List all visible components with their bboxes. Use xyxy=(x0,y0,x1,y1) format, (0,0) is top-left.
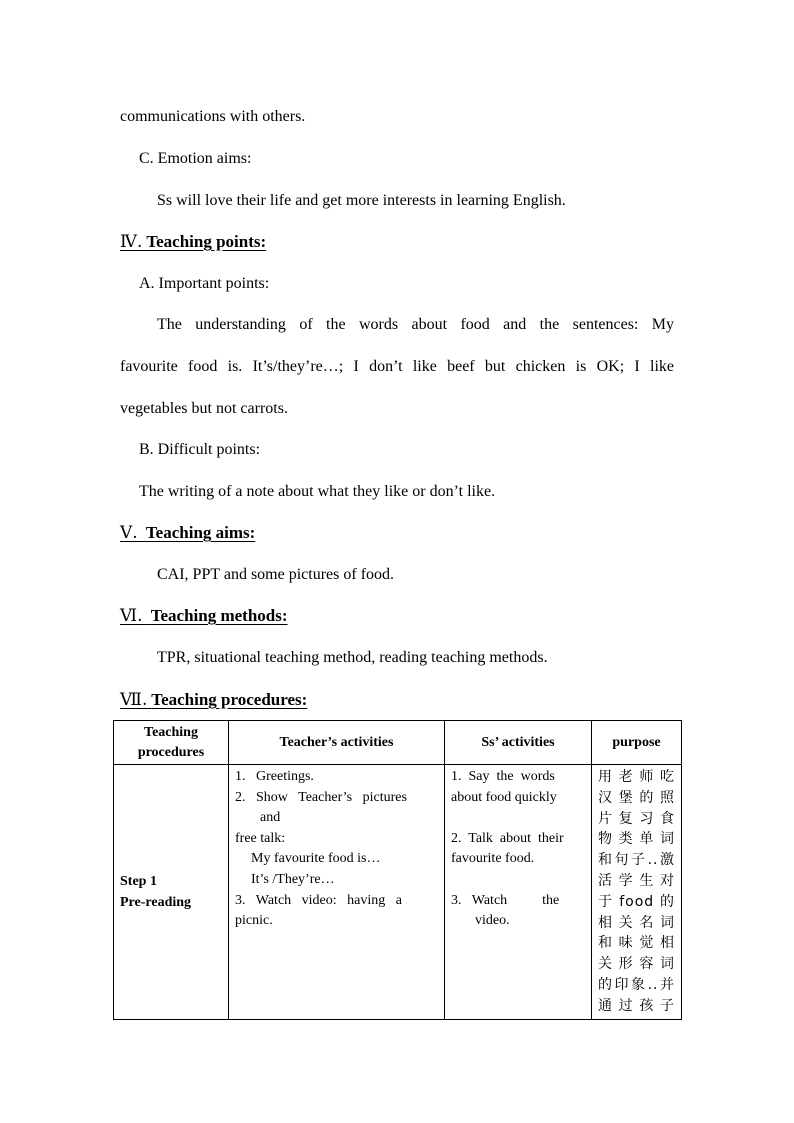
purpose-line: 关形容词 xyxy=(598,956,675,973)
heading-teaching-aims xyxy=(120,523,255,543)
procedures-table xyxy=(113,720,682,1020)
paragraph-important-points-line3: vegetables but not carrots. xyxy=(120,400,288,417)
list-item: and xyxy=(260,810,281,826)
spacer xyxy=(451,808,585,829)
paragraph-difficult-points-label: B. Difficult points: xyxy=(139,441,261,458)
teacher-activities-cell xyxy=(229,765,445,1020)
list-item: favourite food. xyxy=(451,851,535,867)
paragraph-important-points-line2: favourite food is. It’s/they’re…; I don’t like beef but chicken is OK; I like xyxy=(120,358,674,375)
heading-number: Ⅳ. xyxy=(120,232,143,252)
purpose-line: 的印象..并 xyxy=(598,976,675,993)
heading-text: Teaching aims: xyxy=(145,523,256,542)
step-sublabel: Pre-reading xyxy=(120,894,192,910)
paragraph-teaching-aims-text: CAI, PPT and some pictures of food. xyxy=(157,566,395,583)
paragraph-communications: communications with others. xyxy=(120,108,306,125)
list-item: about food quickly xyxy=(451,789,557,805)
heading-text: Teaching points: xyxy=(146,232,267,251)
heading-text: Teaching methods: xyxy=(150,606,288,625)
spacer xyxy=(451,870,585,891)
purpose-line: 相关名词 xyxy=(598,914,675,931)
paragraph-teaching-methods-text: TPR, situational teaching method, reading teaching methods. xyxy=(157,649,548,666)
heading-number: Ⅴ. xyxy=(120,523,138,543)
purpose-line: 片复习食 xyxy=(598,810,675,827)
purpose-line: 汉堡的照 xyxy=(598,789,675,806)
heading-teaching-procedures xyxy=(120,690,307,710)
purpose-line: 物类单词 xyxy=(598,831,675,848)
paragraph-important-points-line1: The understanding of the words about food and the sentences: My xyxy=(157,316,674,333)
list-item: picnic. xyxy=(235,913,273,929)
header-purpose: purpose xyxy=(592,721,682,765)
purpose-line: 活学生对 xyxy=(598,872,675,889)
list-item: It’s /They’re… xyxy=(251,871,335,887)
heading-text: Teaching procedures: xyxy=(151,690,308,709)
table-header-row xyxy=(114,721,682,765)
paragraph-emotion-aims-text: Ss will love their life and get more interests in learning English. xyxy=(157,192,566,209)
header-teacher-activities: Teacher’s activities xyxy=(229,721,445,765)
header-line: procedures xyxy=(137,744,205,760)
heading-teaching-methods xyxy=(120,606,288,626)
list-item: My favourite food is… xyxy=(251,851,381,867)
paragraph-important-points-label: A. Important points: xyxy=(139,275,270,292)
paragraph-difficult-points-text: The writing of a note about what they like or don’t like. xyxy=(139,483,496,500)
purpose-line: 于 food 的 xyxy=(598,893,675,910)
list-item: 1. Say the words xyxy=(451,769,555,784)
purpose-cell xyxy=(592,765,682,1020)
step-label: Step 1 xyxy=(120,873,157,889)
header-line: Teaching xyxy=(144,724,198,740)
purpose-line: 和句子..激 xyxy=(598,852,675,869)
paragraph-emotion-aims-label: C. Emotion aims: xyxy=(139,150,252,167)
list-item: free talk: xyxy=(235,830,286,846)
header-ss-activities: Ss’ activities xyxy=(445,721,592,765)
header-teaching-procedures xyxy=(114,721,229,765)
list-item: 2. Talk about their xyxy=(451,830,564,846)
list-item: video. xyxy=(475,913,510,929)
purpose-line: 和味觉相 xyxy=(598,935,675,952)
heading-teaching-points xyxy=(120,232,266,252)
step-label-cell xyxy=(114,765,229,1020)
heading-number: Ⅵ. xyxy=(120,606,143,626)
list-item: 3. Watch video: having a xyxy=(235,892,402,908)
heading-number: Ⅶ. xyxy=(120,690,148,710)
list-item: 2. Show Teacher’s pictures xyxy=(235,789,407,805)
purpose-line: 用老师吃 xyxy=(598,769,675,785)
list-item: 3. Watch the xyxy=(451,892,560,908)
ss-activities-cell xyxy=(445,765,592,1020)
list-item: 1. Greetings. xyxy=(235,769,314,784)
purpose-line: 通过孩子 xyxy=(598,997,675,1014)
table-row xyxy=(114,765,682,1020)
